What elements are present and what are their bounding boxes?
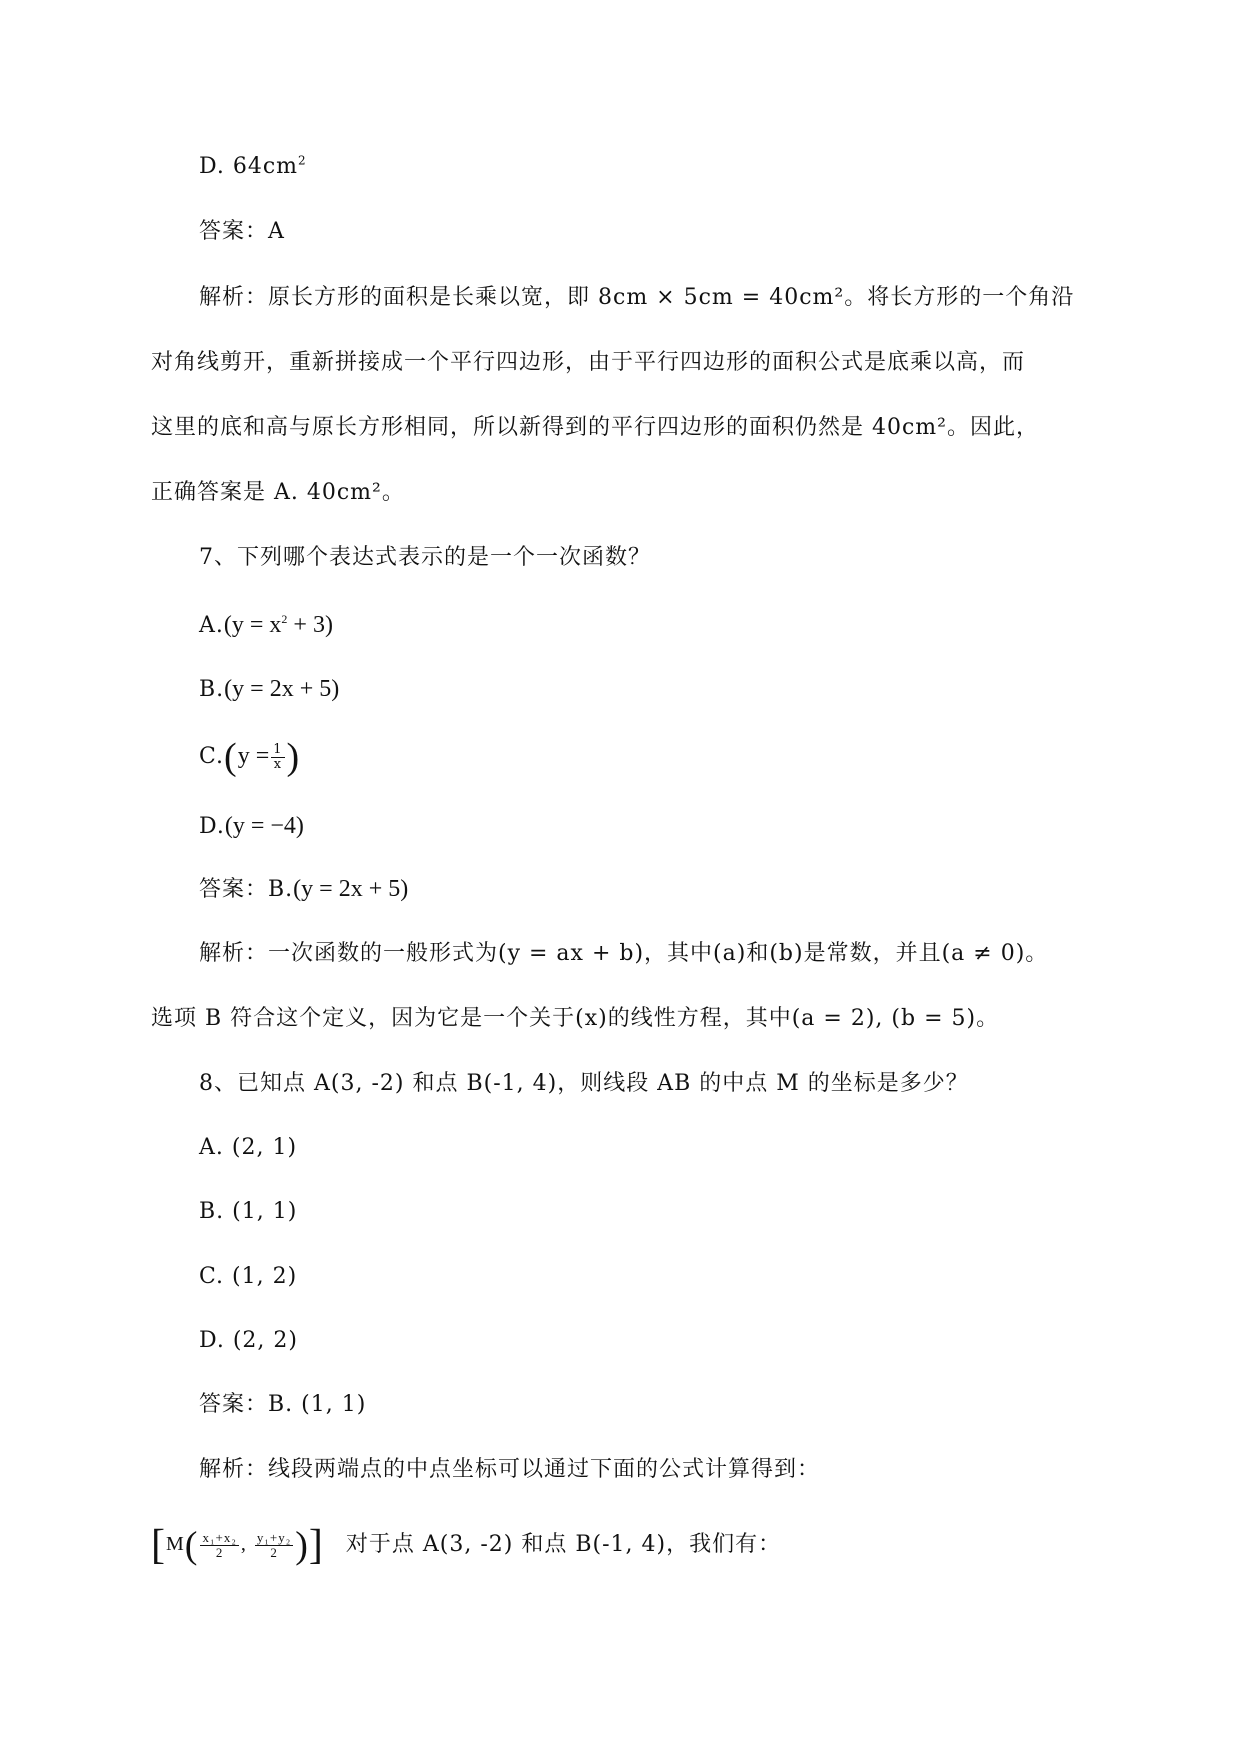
q7-option-c bbox=[199, 736, 301, 778]
formula-open-paren: ( bbox=[184, 1524, 199, 1567]
q7-analysis-line-2: 选项 B 符合这个定义，因为它是一个关于(x)的线性方程，其中(a = 2), (b = 5)。 bbox=[151, 1006, 1000, 1031]
formula-numerator-x: x₁+x₂ bbox=[202, 1529, 237, 1545]
q7-option-c-open-paren: ( bbox=[224, 736, 238, 778]
q6-analysis-line-4: 正确答案是 A. 40cm²。 bbox=[151, 480, 405, 505]
formula-tail-text: 对于点 A(3, -2) 和点 B(-1, 4)，我们有： bbox=[345, 1531, 782, 1557]
q7-option-b-expr: (y = 2x + 5) bbox=[224, 676, 340, 702]
q7-option-c-denominator: x bbox=[273, 756, 283, 772]
q8-question: 8、已知点 A(3, -2) 和点 B(-1, 4)，则线段 AB 的中点 M 的坐标是多少？ bbox=[199, 1071, 969, 1096]
q8-analysis: 解析：线段两端点的中点坐标可以通过下面的公式计算得到： bbox=[199, 1457, 821, 1482]
q8-answer: 答案：B. (1, 1) bbox=[199, 1392, 367, 1417]
q7-option-a bbox=[199, 610, 333, 641]
formula-fraction-y bbox=[255, 1531, 293, 1560]
q7-option-a-exponent: 2 bbox=[281, 612, 288, 626]
q6-option-d-text: D. 64cm bbox=[199, 154, 299, 179]
q7-answer bbox=[199, 874, 408, 905]
q7-answer-label: 答案：B. bbox=[199, 877, 294, 902]
q6-option-d-sup: 2 bbox=[298, 153, 307, 168]
formula-denominator-y: 2 bbox=[270, 1544, 278, 1560]
q7-analysis-line-1: 解析：一次函数的一般形式为(y = ax + b)，其中(a)和(b)是常数，并且(a ≠ 0)。 bbox=[199, 941, 1049, 966]
q7-option-c-label: C. bbox=[199, 744, 225, 769]
q7-option-c-close-paren: ) bbox=[286, 736, 301, 778]
q7-option-b-label: B. bbox=[199, 677, 225, 702]
q8-option-a: A. (2, 1) bbox=[199, 1135, 298, 1160]
q7-option-c-pre: y = bbox=[237, 743, 270, 769]
q7-option-b bbox=[199, 674, 339, 705]
formula-denominator-x: 2 bbox=[215, 1544, 224, 1560]
q7-option-c-fraction bbox=[271, 743, 284, 772]
q7-option-a-label: A. bbox=[199, 613, 224, 638]
midpoint-formula bbox=[151, 1522, 324, 1567]
q6-analysis-line-1: 解析：原长方形的面积是长乘以宽，即 8cm × 5cm = 40cm²。将长方形的一个角沿 bbox=[199, 285, 1075, 310]
formula-close-paren: ) bbox=[295, 1524, 309, 1567]
q6-analysis-line-2: 对角线剪开，重新拼接成一个平行四边形，由于平行四边形的面积公式是底乘以高，而 bbox=[151, 350, 1026, 375]
q7-option-a-base: (y = x bbox=[223, 612, 282, 638]
q8-option-d: D. (2, 2) bbox=[199, 1328, 298, 1353]
q7-option-c-numerator: 1 bbox=[273, 741, 283, 757]
formula-m: M bbox=[166, 1533, 185, 1555]
formula-numerator-y: y₁+y₂ bbox=[256, 1529, 292, 1545]
q6-analysis-line-3: 这里的底和高与原长方形相同，所以新得到的平行四边形的面积仍然是 40cm²。因此， bbox=[151, 415, 1039, 440]
formula-comma: , bbox=[240, 1533, 253, 1555]
q7-option-d-label: D. bbox=[199, 814, 225, 839]
q6-answer: 答案：A bbox=[199, 219, 285, 244]
q7-option-d bbox=[199, 811, 304, 842]
formula-left-bracket: [ bbox=[151, 1522, 166, 1569]
q7-option-a-tail: + 3) bbox=[287, 612, 333, 638]
q7-option-d-expr: (y = −4) bbox=[224, 813, 304, 839]
q7-answer-expr: (y = 2x + 5) bbox=[293, 876, 409, 902]
q8-midpoint-formula-line bbox=[151, 1522, 782, 1569]
formula-right-bracket: ] bbox=[308, 1522, 324, 1569]
q8-option-b: B. (1, 1) bbox=[199, 1199, 298, 1224]
q7-question: 7、下列哪个表达式表示的是一个一次函数？ bbox=[199, 545, 651, 570]
q6-option-d bbox=[199, 152, 307, 182]
q8-option-c: C. (1, 2) bbox=[199, 1264, 298, 1289]
formula-fraction-x bbox=[200, 1531, 238, 1560]
q7-option-a-expr bbox=[224, 612, 333, 638]
